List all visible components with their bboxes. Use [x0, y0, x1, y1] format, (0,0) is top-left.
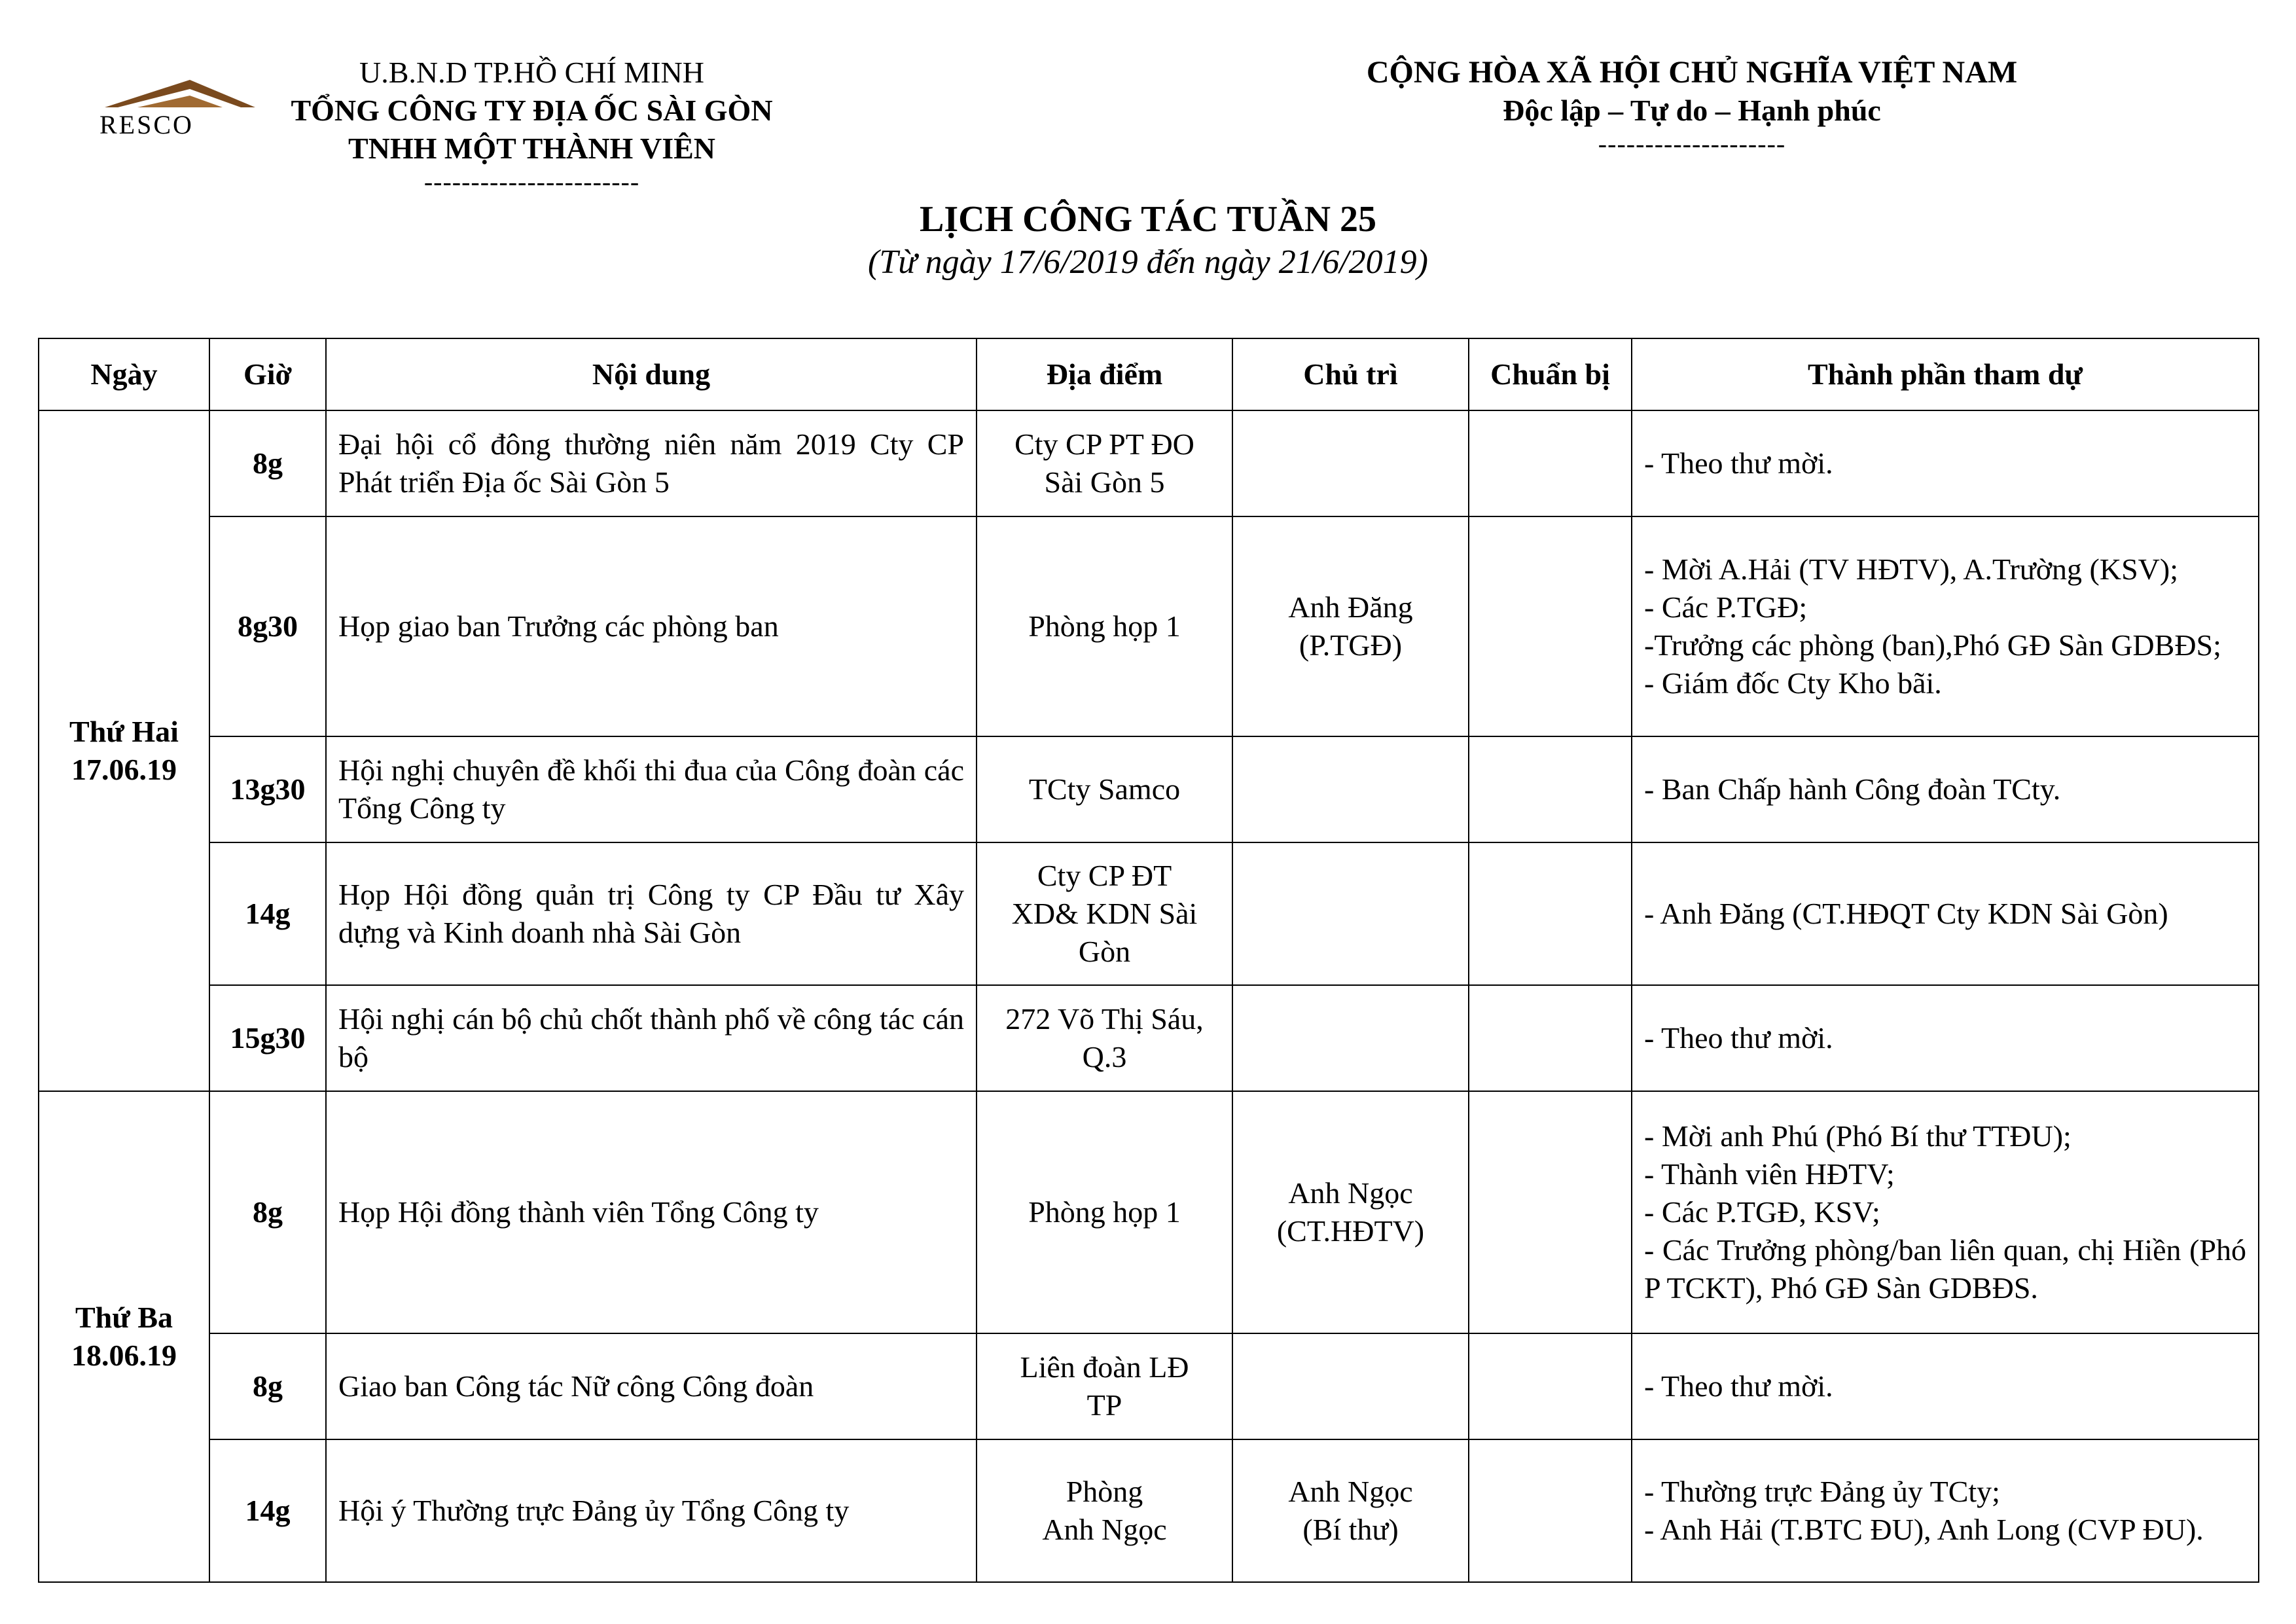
prep-cell	[1469, 985, 1632, 1091]
table-row	[39, 1333, 2259, 1439]
logo-text: RESCO	[99, 110, 194, 139]
day-date: 18.06.19	[71, 1339, 177, 1372]
attendees-cell	[1632, 410, 2259, 516]
location-line: XD& KDN Sài	[1011, 897, 1198, 930]
attendee-line: - Mời anh Phú (Phó Bí thư TTĐU);	[1644, 1119, 2072, 1153]
table-row	[39, 736, 2259, 842]
location-line: Cty CP ĐT	[1037, 859, 1172, 892]
host-line: Anh Ngọc	[1288, 1475, 1413, 1508]
attendee-line: -Trưởng các phòng (ban),Phó GĐ Sàn GDBĐS;	[1644, 628, 2221, 662]
content-cell: Đại hội cổ đông thường niên năm 2019 Cty CP Phát triển Địa ốc Sài Gòn 5	[326, 410, 977, 516]
host-cell	[1232, 736, 1469, 842]
prep-cell	[1469, 736, 1632, 842]
org-name: TỔNG CÔNG TY ĐỊA ỐC SÀI GÒN	[291, 94, 773, 127]
location-line: Phòng họp 1	[1028, 1195, 1181, 1229]
org-divider: -----------------------	[423, 167, 640, 196]
day-name: Thứ Hai	[69, 715, 179, 748]
location-line: Phòng	[1066, 1475, 1143, 1508]
location-line: Gòn	[1078, 935, 1131, 968]
table-row	[39, 516, 2259, 736]
org-parent: U.B.N.D TP.HỒ CHÍ MINH	[359, 56, 704, 89]
table-row	[39, 410, 2259, 516]
attendee-line: - Mời A.Hải (TV HĐTV), A.Trường (KSV);	[1644, 552, 2178, 586]
header-location: Địa điểm	[977, 338, 1232, 410]
content-cell: Hội ý Thường trực Đảng ủy Tổng Công ty	[326, 1439, 977, 1582]
attendees-cell	[1632, 516, 2259, 736]
attendee-line: - Các P.TGĐ, KSV;	[1644, 1195, 1880, 1229]
table-row	[39, 985, 2259, 1091]
host-cell	[1232, 842, 1469, 985]
time-cell: 8g	[209, 410, 326, 516]
attendees-cell	[1632, 1091, 2259, 1333]
host-line: Anh Ngọc	[1288, 1176, 1413, 1210]
location-line: Liên đoàn LĐ	[1020, 1350, 1189, 1384]
day-cell	[39, 410, 209, 1091]
content-cell: Họp giao ban Trưởng các phòng ban	[326, 516, 977, 736]
organization-header	[92, 54, 805, 196]
national-name: CỘNG HÒA XÃ HỘI CHỦ NGHĨA VIỆT NAM	[1366, 55, 2018, 90]
attendee-line: - Thành viên HĐTV;	[1644, 1157, 1895, 1191]
table-header-row	[39, 338, 2259, 410]
schedule-body	[39, 410, 2259, 1582]
header-time: Giờ	[209, 338, 326, 410]
content-cell: Hội nghị cán bộ chủ chốt thành phố về công tác cán bộ	[326, 985, 977, 1091]
host-line: Anh Đăng	[1288, 590, 1413, 624]
content-cell: Giao ban Công tác Nữ công Công đoàn	[326, 1333, 977, 1439]
header-content: Nội dung	[326, 338, 977, 410]
prep-cell	[1469, 410, 1632, 516]
host-line: (Bí thư)	[1302, 1513, 1399, 1546]
location-line: Phòng họp 1	[1028, 609, 1181, 643]
org-type: TNHH MỘT THÀNH VIÊN	[348, 132, 716, 165]
location-cell	[977, 1091, 1232, 1333]
attendees-cell	[1632, 1439, 2259, 1582]
host-cell	[1232, 410, 1469, 516]
prep-cell	[1469, 1091, 1632, 1333]
attendee-line: - Theo thư mời.	[1644, 446, 1833, 480]
attendees-cell	[1632, 1333, 2259, 1439]
location-cell	[977, 1439, 1232, 1582]
location-line: Cty CP PT ĐO	[1014, 427, 1194, 461]
attendee-line: - Các P.TGĐ;	[1644, 590, 1808, 624]
table-row	[39, 842, 2259, 985]
location-line: TP	[1086, 1388, 1122, 1422]
title-block	[0, 196, 2296, 283]
location-cell	[977, 516, 1232, 736]
location-line: 272 Võ Thị Sáu,	[1005, 1002, 1204, 1036]
host-cell	[1232, 1091, 1469, 1333]
attendee-line: - Theo thư mời.	[1644, 1369, 1833, 1403]
host-cell	[1232, 516, 1469, 736]
national-header	[1348, 54, 2036, 158]
location-cell	[977, 736, 1232, 842]
attendees-cell	[1632, 736, 2259, 842]
prep-cell	[1469, 516, 1632, 736]
prep-cell	[1469, 842, 1632, 985]
schedule-table	[38, 338, 2259, 1583]
host-cell	[1232, 1333, 1469, 1439]
location-cell	[977, 985, 1232, 1091]
attendee-line: - Thường trực Đảng ủy TCty;	[1644, 1475, 2000, 1508]
location-line: Q.3	[1082, 1040, 1127, 1074]
national-motto: Độc lập – Tự do – Hạnh phúc	[1503, 94, 1881, 127]
time-cell: 8g30	[209, 516, 326, 736]
attendee-line: - Anh Hải (T.BTC ĐU), Anh Long (CVP ĐU).	[1644, 1513, 2204, 1546]
host-line: (P.TGĐ)	[1299, 628, 1403, 662]
resco-logo	[92, 73, 259, 139]
header-attendees: Thành phần tham dự	[1632, 338, 2259, 410]
header-host: Chủ trì	[1232, 338, 1469, 410]
attendees-cell	[1632, 985, 2259, 1091]
content-cell: Họp Hội đồng quản trị Công ty CP Đầu tư Xây dựng và Kinh doanh nhà Sài Gòn	[326, 842, 977, 985]
time-cell: 8g	[209, 1091, 326, 1333]
location-line: TCty Samco	[1028, 772, 1181, 806]
location-cell	[977, 410, 1232, 516]
host-cell	[1232, 1439, 1469, 1582]
day-cell	[39, 1091, 209, 1582]
attendee-line: - Ban Chấp hành Công đoàn TCty.	[1644, 772, 2061, 806]
page-title: LỊCH CÔNG TÁC TUẦN 25	[919, 199, 1377, 240]
location-line: Anh Ngọc	[1042, 1513, 1167, 1546]
host-line: (CT.HĐTV)	[1276, 1214, 1425, 1248]
content-cell: Hội nghị chuyên đề khối thi đua của Công đoàn các Tổng Công ty	[326, 736, 977, 842]
location-cell	[977, 842, 1232, 985]
attendees-cell	[1632, 842, 2259, 985]
location-line: Sài Gòn 5	[1044, 465, 1165, 499]
location-cell	[977, 1333, 1232, 1439]
prep-cell	[1469, 1439, 1632, 1582]
host-cell	[1232, 985, 1469, 1091]
day-name: Thứ Ba	[75, 1301, 173, 1334]
table-row	[39, 1439, 2259, 1582]
attendee-line: - Theo thư mời.	[1644, 1021, 1833, 1055]
time-cell: 15g30	[209, 985, 326, 1091]
attendee-line: - Giám đốc Cty Kho bãi.	[1644, 666, 1942, 700]
header-day: Ngày	[39, 338, 209, 410]
national-divider: --------------------	[1598, 129, 1786, 158]
day-date: 17.06.19	[71, 753, 177, 786]
time-cell: 14g	[209, 1439, 326, 1582]
table-row	[39, 1091, 2259, 1333]
time-cell: 8g	[209, 1333, 326, 1439]
prep-cell	[1469, 1333, 1632, 1439]
content-cell: Họp Hội đồng thành viên Tổng Công ty	[326, 1091, 977, 1333]
time-cell: 13g30	[209, 736, 326, 842]
page-subtitle: (Từ ngày 17/6/2019 đến ngày 21/6/2019)	[868, 244, 1428, 281]
attendee-line: - Anh Đăng (CT.HĐQT Cty KDN Sài Gòn)	[1644, 897, 2168, 930]
time-cell: 14g	[209, 842, 326, 985]
attendee-line: - Các Trưởng phòng/ban liên quan, chị Hiền (Phó P TCKT), Phó GĐ Sàn GDBĐS.	[1644, 1233, 2246, 1305]
header-prep: Chuẩn bị	[1469, 338, 1632, 410]
